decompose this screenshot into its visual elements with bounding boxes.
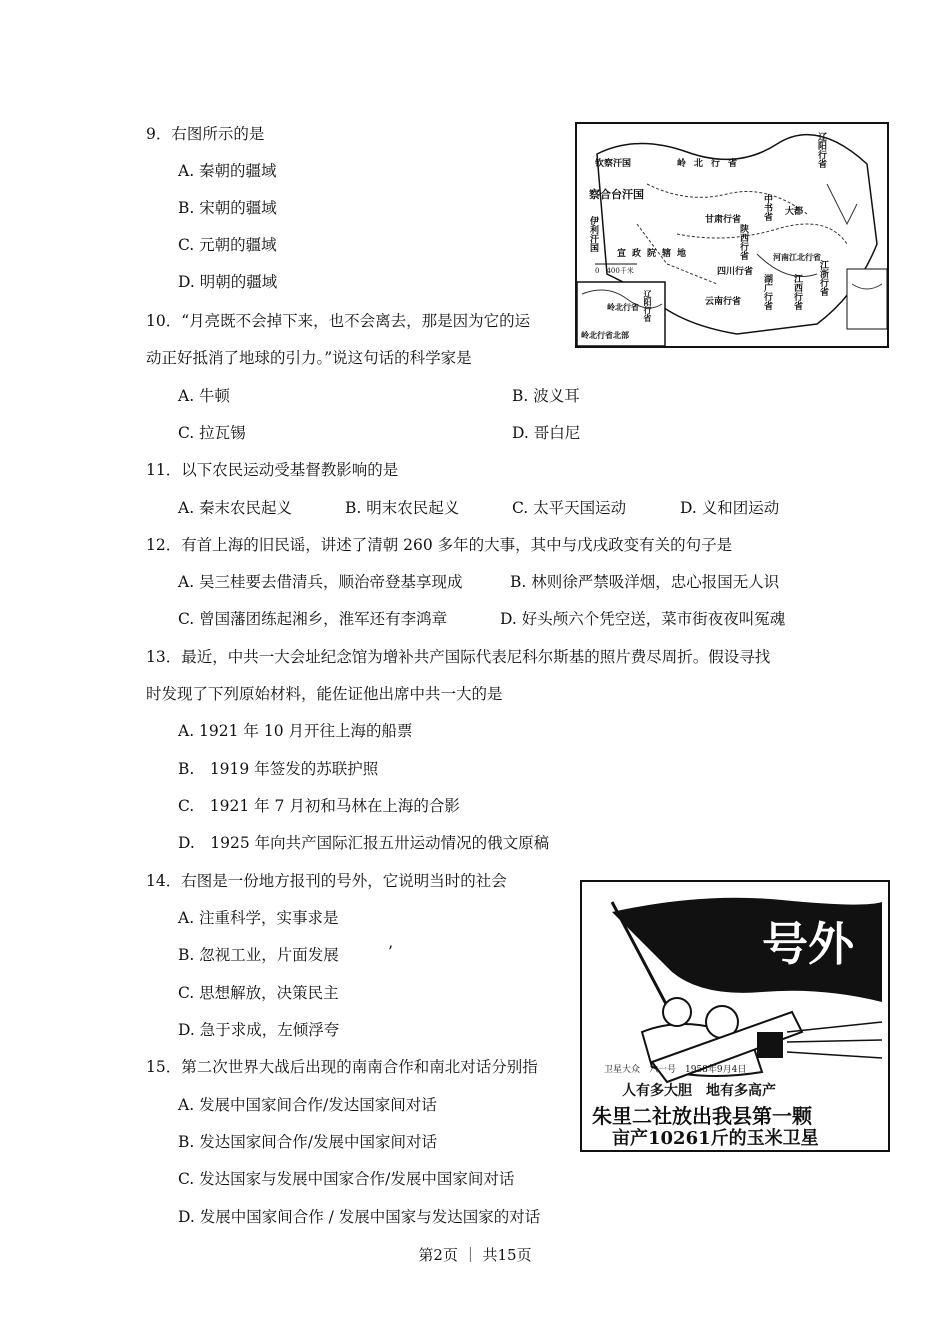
q14-stem: 14．右图是一份地方报刊的号外，它说明当时的社会 — [146, 872, 507, 890]
q10-option-d: D. 哥白尼 — [512, 424, 581, 442]
yuan-territory-map — [575, 122, 889, 348]
q15-option-a: A. 发展中国家间合作/发达国家间对话 — [178, 1096, 437, 1114]
q10-stem-line1: 10．“月亮既不会掉下来，也不会离去，那是因为它的运 — [146, 312, 531, 330]
q13-stem-line1: 13．最近，中共一大会址纪念馆为增补共产国际代表尼科尔斯基的照片费尽周折。假设寻找 — [146, 648, 771, 666]
q9-stem: 9．右图所示的是 — [146, 125, 265, 143]
q9-option-d: D. 明朝的疆域 — [178, 273, 278, 291]
map-label-huguang: 湖广行省 — [762, 274, 772, 310]
q15-stem: 15．第二次世界大战后出现的南南合作和南北对话分别指 — [146, 1058, 538, 1076]
q12-option-b: B. 林则徐严禁吸洋烟，忠心报国无人识 — [510, 573, 780, 591]
q9-option-b: B. 宋朝的疆域 — [178, 199, 277, 217]
q10-option-b: B. 波义耳 — [512, 387, 580, 405]
q11-option-b: B. 明末农民起义 — [345, 499, 460, 517]
extra-edition-poster — [580, 880, 890, 1152]
poster-masthead: 卫星大众 六一号 1958年9月4日 — [604, 1065, 747, 1075]
poster-headline: 号外 — [762, 917, 854, 971]
q13-option-a: A. 1921 年 10 月开往上海的船票 — [178, 722, 413, 740]
map-label-yunnan: 云南行省 — [705, 297, 742, 307]
map-label-henan: 河南江北行省 — [773, 252, 821, 262]
q11-option-c: C. 太平天国运动 — [512, 499, 627, 517]
map-label-dadu: 大都 — [785, 207, 804, 217]
map-label-shaanxi: 陕西行省 — [738, 224, 748, 260]
map-label-xuanzheng: 宣政院辖地 — [617, 249, 693, 259]
q10-stem-line2: 动正好抵消了地球的引力。”说这句话的科学家是 — [146, 349, 472, 367]
q12-option-a: A. 吴三桂要去借清兵，顺治帝登基享现成 — [178, 573, 463, 591]
q13-option-c: C. 1921 年 7 月初和马林在上海的合影 — [178, 797, 460, 815]
map-label-jiangzhe: 江浙行省 — [818, 260, 828, 296]
q13-stem-line2: 时发现了下列原始材料，能佐证他出席中共一大的是 — [146, 685, 503, 703]
q15-option-c: C. 发达国家与发展中国家合作/发展中国家间对话 — [178, 1170, 515, 1188]
map-label-zhongshu: 中书省 — [762, 194, 772, 221]
map-inset-label: 岭北行省北部 — [581, 330, 629, 340]
map-label-ili: 伊利汗国 — [588, 216, 598, 252]
q14-option-a: A. 注重科学，实事求是 — [178, 909, 339, 927]
q11-stem: 11．以下农民运动受基督教影响的是 — [146, 461, 399, 479]
q14-option-b: B. 忽视工业，片面发展 — [178, 946, 339, 964]
q15-option-d: D. 发展中国家间合作 / 发展中国家与发达国家的对话 — [178, 1208, 541, 1226]
page-footer: 第2页 ｜ 共15页 — [418, 1246, 532, 1264]
map-label-jiangxi: 江西行省 — [792, 274, 802, 310]
map-label-lingbei: 岭北行省 — [677, 159, 746, 169]
poster-slogan: 人有多大胆 地有多高产 — [622, 1083, 776, 1099]
q15-option-b: B. 发达国家间合作/发展中国家间对话 — [178, 1133, 437, 1151]
map-inset-lingbei: 岭北行省 — [607, 302, 639, 312]
q12-option-c: C. 曾国藩团练起湘乡，淮军还有李鸿章 — [178, 610, 448, 628]
poster-title-line1: 朱里二社放出我县第一颗 — [592, 1104, 812, 1128]
map-label-liaoyang: 辽阳行省 — [816, 132, 826, 168]
q9-option-c: C. 元朝的疆域 — [178, 236, 277, 254]
q14-option-c: C. 思想解放，决策民主 — [178, 984, 339, 1002]
q10-option-a: A. 牛顿 — [178, 387, 231, 405]
q14-stray-mark: ’ — [388, 943, 393, 961]
q13-option-d: D. 1925 年向共产国际汇报五卅运动情况的俄文原稿 — [178, 834, 550, 852]
map-label-chagatai: 察合台汗国 — [589, 188, 644, 201]
q11-option-d: D. 义和团运动 — [680, 499, 780, 517]
q13-option-b: B. 1919 年签发的苏联护照 — [178, 760, 379, 778]
map-scale-bar: 0 400千米 — [595, 267, 634, 275]
map-label-qincha: 钦察汗国 — [595, 159, 632, 169]
q14-option-d: D. 急于求成，左倾浮夸 — [178, 1021, 340, 1039]
q10-option-c: C. 拉瓦锡 — [178, 424, 246, 442]
map-label-gansu: 甘肃行省 — [705, 215, 742, 225]
map-inset-liaoyang: 辽阳行省 — [643, 290, 653, 322]
q12-option-d: D. 好头颅六个凭空送，菜市街夜夜叫冤魂 — [500, 610, 786, 628]
map-label-sichuan: 四川行省 — [717, 267, 754, 277]
q11-option-a: A. 秦末农民起义 — [178, 499, 293, 517]
q12-stem: 12．有首上海的旧民谣，讲述了清朝 260 多年的大事，其中与戊戌政变有关的句子是 — [146, 536, 733, 554]
poster-title-line2: 亩产10261斤的玉米卫星 — [612, 1128, 819, 1149]
q9-option-a: A. 秦朝的疆域 — [178, 162, 277, 180]
